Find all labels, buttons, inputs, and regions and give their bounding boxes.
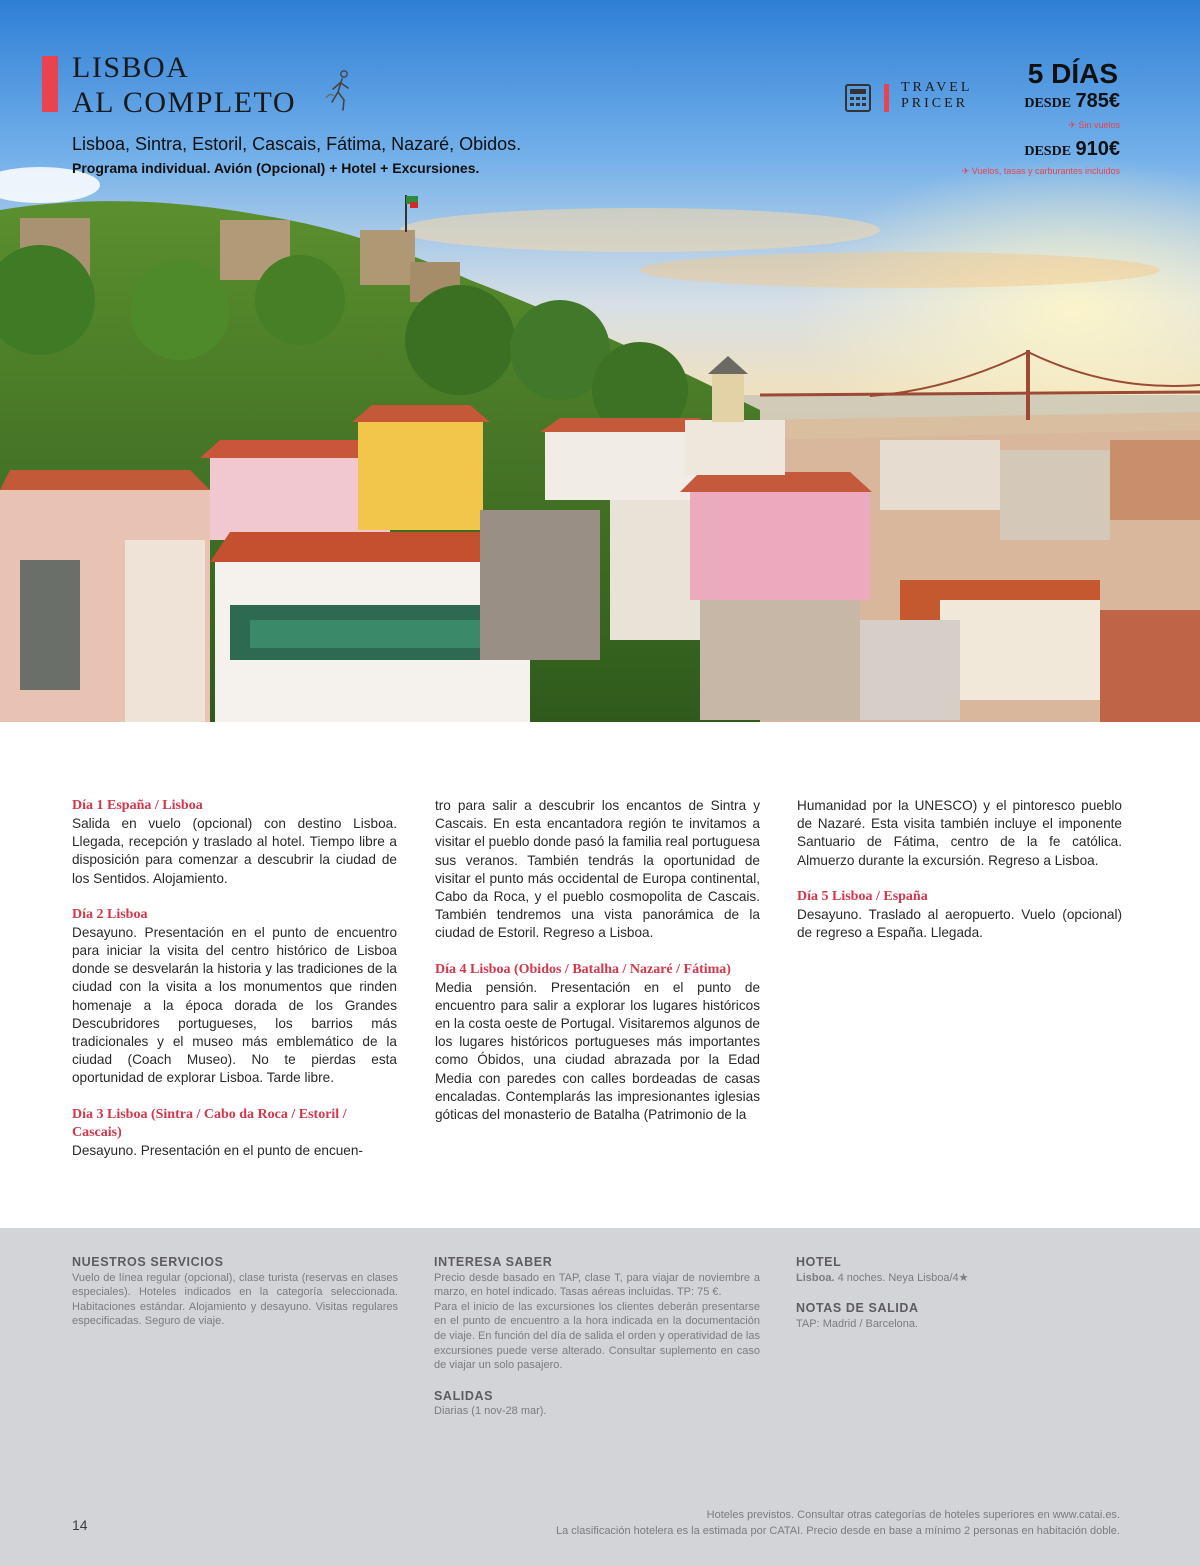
note-bullet: ✈ [961,166,972,176]
price-note [962,166,1120,177]
travel-pricer-line-2: PRICER [901,96,969,111]
price-with-flights [1024,138,1120,161]
itinerary-column-3 [797,797,1122,942]
program-description: Programa individual. Avión (Opcional) + Hotel + Excursiones. [72,160,480,176]
title-accent-bar [42,56,58,112]
disclaimer-line-2: La clasificación hotelera es la estimada por CATAI. Precio desde en base a mínimo 2 personas en habitación doble. [556,1525,1120,1537]
info-column [434,1255,760,1419]
hotel-block [796,1255,1122,1285]
info-text-1: Precio desde basado en TAP, clase T, para viajar de noviembre a marzo, en hotel indicado. Tasas aéreas incluidas. TP: 75 €. [434,1271,760,1299]
note-text: Vuelos, tasas y carburantes incluidos [971,166,1120,176]
footer-disclaimer [556,1507,1120,1539]
price-without-flights [1024,90,1120,113]
price-label: DESDE [1024,144,1072,159]
title-line-2: AL COMPLETO [72,86,297,119]
note-bullet: ✈ [1068,120,1079,130]
hero-image [0,0,1200,722]
departures-heading: SALIDAS [434,1388,494,1403]
walking-person-icon [322,68,358,112]
services-column [72,1255,398,1329]
disclaimer-line-1: Hoteles previstos. Consultar otras categorías de hoteles superiores en www.catai.es. [706,1509,1120,1521]
hotel-line [796,1271,1122,1286]
departures-text: Diarias (1 nov-28 mar). [434,1405,547,1418]
day-4-text-continued: Humanidad por la UNESCO) y el pintoresco pueblo de Nazaré. Esta visita también incluye el imponente Santuario de Fátima, centro de la fe católica. Almuerzo durante la excursión. Regreso a Lisboa. [797,798,1122,868]
info-text-2: Para el inicio de las excursiones los clientes deberán presentarse en el punto de encuentro a la hora indicada en la documentación de viaje. En función del día de salida el orden y operatividad de las excursiones puede verse alterado. Consultar suplemento en caso de viajar un solo pasajero. [434,1300,760,1372]
price-amount: 785€ [1075,90,1120,112]
travel-pricer-line-1: TRAVEL [901,80,973,95]
day-1-title: Día 1 España / Lisboa [72,798,203,813]
travel-pricer-accent-bar [884,84,889,112]
hotel-heading: HOTEL [796,1255,842,1269]
hotel-city: Lisboa. [796,1271,835,1284]
day-2-title: Día 2 Lisboa [72,906,148,922]
day-3-title: Día 3 Lisboa (Sintra / Cabo da Roca / Estoril / Cascais) [72,1106,347,1140]
day-2-text: Desayuno. Presentación en el punto de encuentro para iniciar la visita del centro histórico de Lisboa donde se desvelarán la historia y las tradiciones de la ciudad con la visita a los monumentos que rinden homenaje a la época dorada de los Grandes Descubridores portugueses, los barrios más tradicionales y el museo más emblemático de la ciudad (Coach Museo). No te pierdas esta oportunidad de explorar Lisboa. Tarde libre. [72,924,397,1086]
day-4-text-start: Media pensión. Presentación en el punto de encuentro para salir a explorar los lugares históricos en la costa oeste de Portugal. Visitaremos algunos de los lugares históricos portugueses más importantes como Óbidos, una ciudad abrazada por la Edad Media con paredes con calles bordeadas de casas encaladas. Contemplarás las impresionantes iglesias góticas del monasterio de Batalha (Patrimonio de la [435,979,760,1123]
price-label: DESDE [1024,96,1072,111]
page-number: 14 [72,1517,88,1533]
hotel-details: 4 noches. Neya Lisboa/4★ [834,1271,969,1284]
info-heading: INTERESA SABER [434,1255,553,1269]
calculator-icon [845,84,871,112]
trip-duration: 5 DÍAS [1027,58,1118,89]
hotel-column [796,1255,1122,1331]
cities-list: Lisboa, Sintra, Estoril, Cascais, Fátima, Nazaré, Obidos. [72,134,522,154]
departure-notes-text: TAP: Madrid / Barcelona. [796,1317,919,1330]
day-1-text: Salida en vuelo (opcional) con destino Lisboa. Llegada, recepción y traslado al hotel. Tiempo libre a disposición para comenzar a descubrir la ciudad de los Sentidos. Alojamiento. [72,816,397,886]
itinerary-column-2 [435,797,760,1124]
day-3-text-continued: tro para salir a descubrir los encantos de Sintra y Cascais. En esta encantadora región te invitamos a visitar el pueblo donde pasó la familia real portuguesa sus veranos. También tendrás la oportunidad de visitar el punto más occidental de Europa continental, Cabo da Roca, y el pueblo cosmopolita de Cascais. También tendremos una vista panorámica de la ciudad de Estoril. Regreso a Lisboa. [435,798,760,941]
services-heading: NUESTROS SERVICIOS [72,1255,224,1269]
title-line-1: LISBOA [72,51,190,84]
departure-notes-heading: NOTAS DE SALIDA [796,1301,919,1316]
note-text: Sin vuelos [1078,120,1120,130]
itinerary-column-1 [72,797,397,1160]
travel-pricer-logo [901,80,972,112]
price-amount: 910€ [1075,138,1120,160]
day-3-text-start: Desayuno. Presentación en el punto de encuen- [72,1142,363,1158]
day-4-title: Día 4 Lisboa (Obidos / Batalha / Nazaré / Fátima) [435,961,731,977]
day-5-text: Desayuno. Traslado al aeropuerto. Vuelo (opcional) de regreso a España. Llegada. [797,906,1122,941]
info-block [434,1255,760,1373]
price-note [1068,120,1120,131]
day-5-title: Día 5 Lisboa / España [797,888,928,904]
page-title [72,50,296,120]
services-text: Vuelo de línea regular (opcional), clase turista (reservas en clases especiales). Hoteles indicados en la categoría seleccionada. Habitaciones estándar. Alojamiento y desayuno. Visitas regulares especificadas. Seguro de viaje. [72,1271,398,1328]
